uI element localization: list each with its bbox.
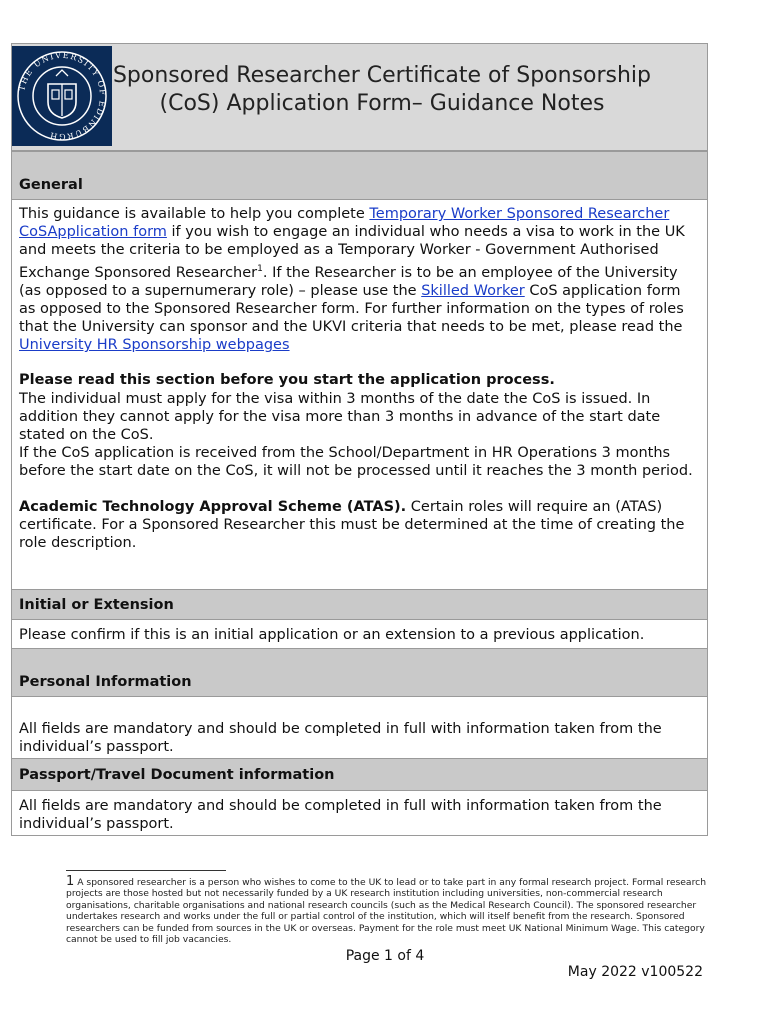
section-content-personal: All fields are mandatory and should be completed in full with information taken from the individual’s passport. [12,697,707,759]
university-crest-logo [12,46,112,146]
document-title: Sponsored Researcher Certificate of Sponsorship (CoS) Application Form– Guidance Notes [112,63,652,116]
page-number: Page 1 of 4 [345,948,425,964]
guidance-table [11,151,708,836]
general-paragraph: This guidance is available to help you complete Temporary Worker Sponsored Researcher CoSApplication form if you wish to engage an individual who needs a visa to work in the UK and meets the criteria to be employed as a Temporary Worker - Government Authorised Exchange Sponsored Researcher$^1$. If the Researcher is to be an employee of the University (as opposed to a supernumerary role) – please use the Skilled Worker CoS application form as opposed to the Sponsored Researcher form. For further information on the types of roles that the University can sponsor and the UKVI criteria that needs to be met, please read the University HR Sponsorship webpages [19,206,685,354]
footnote-separator [66,870,226,871]
section-heading-passport: Passport/Travel Document information [12,759,707,791]
section-content-passport: All fields are mandatory and should be completed in full with information taken from the individual’s passport. [19,798,662,833]
sponsored-researcher-form-link[interactable]: Temporary Worker Sponsored Researcher CoSApplication form [19,206,670,241]
footnote-ref[interactable]: 1 [257,263,263,274]
section-content-general [12,200,707,590]
section-heading-general: General [12,152,707,200]
document-header [11,43,708,151]
version-label: May 2022 v100522 [567,964,703,980]
footnote-number: 1 [66,874,75,889]
read-before-start-heading: Please read this section before you start the application process. [19,372,555,389]
section-heading-personal: Personal Information [12,649,707,697]
hr-sponsorship-webpages-link[interactable]: University HR Sponsorship webpages [19,337,290,354]
atas-paragraph: Academic Technology Approval Scheme (ATAS). Certain roles will require an (ATAS) certificate. For a Sponsored Researcher this must be determined at the time of creating the role description. [19,498,685,552]
section-content-initial: Please confirm if this is an initial application or an extension to a previous application. [12,620,707,649]
processing-timing-text: If the CoS application is received from the School/Department in HR Operations 3 months before the start date on the CoS, it will not be processed until it reaches the 3 month period. [19,445,693,480]
visa-timing-text: The individual must apply for the visa within 3 months of the date the CoS is issued. In addition they cannot apply for the visa more than 3 months in advance of the start date stated on the CoS. [19,390,661,444]
svg-text:THE UNIVERSITY OF EDINBURGH: THE UNIVERSITY OF EDINBURGH [17,50,108,142]
footnote-text: A sponsored researcher is a person who wishes to come to the UK to lead or to take part in any formal research project. Formal research projects are those hosted but not necessarily funded by a UK research institution including universities, non-commercial research organisations, charitable organisations and national research councils (such as the Medical Research Council). The sponsored researcher undertakes research and works under the full or partial control of the institution, which will itself benefit from the research. Sponsored researchers can be funded from sources in the UK or overseas. Payment for the role must meet UK National Minimum Wage. This category cannot be used to fill job vacancies. [66,877,707,946]
footnote [66,876,710,945]
section-heading-initial: Initial or Extension [12,590,707,620]
skilled-worker-link[interactable]: Skilled Worker [421,282,525,299]
